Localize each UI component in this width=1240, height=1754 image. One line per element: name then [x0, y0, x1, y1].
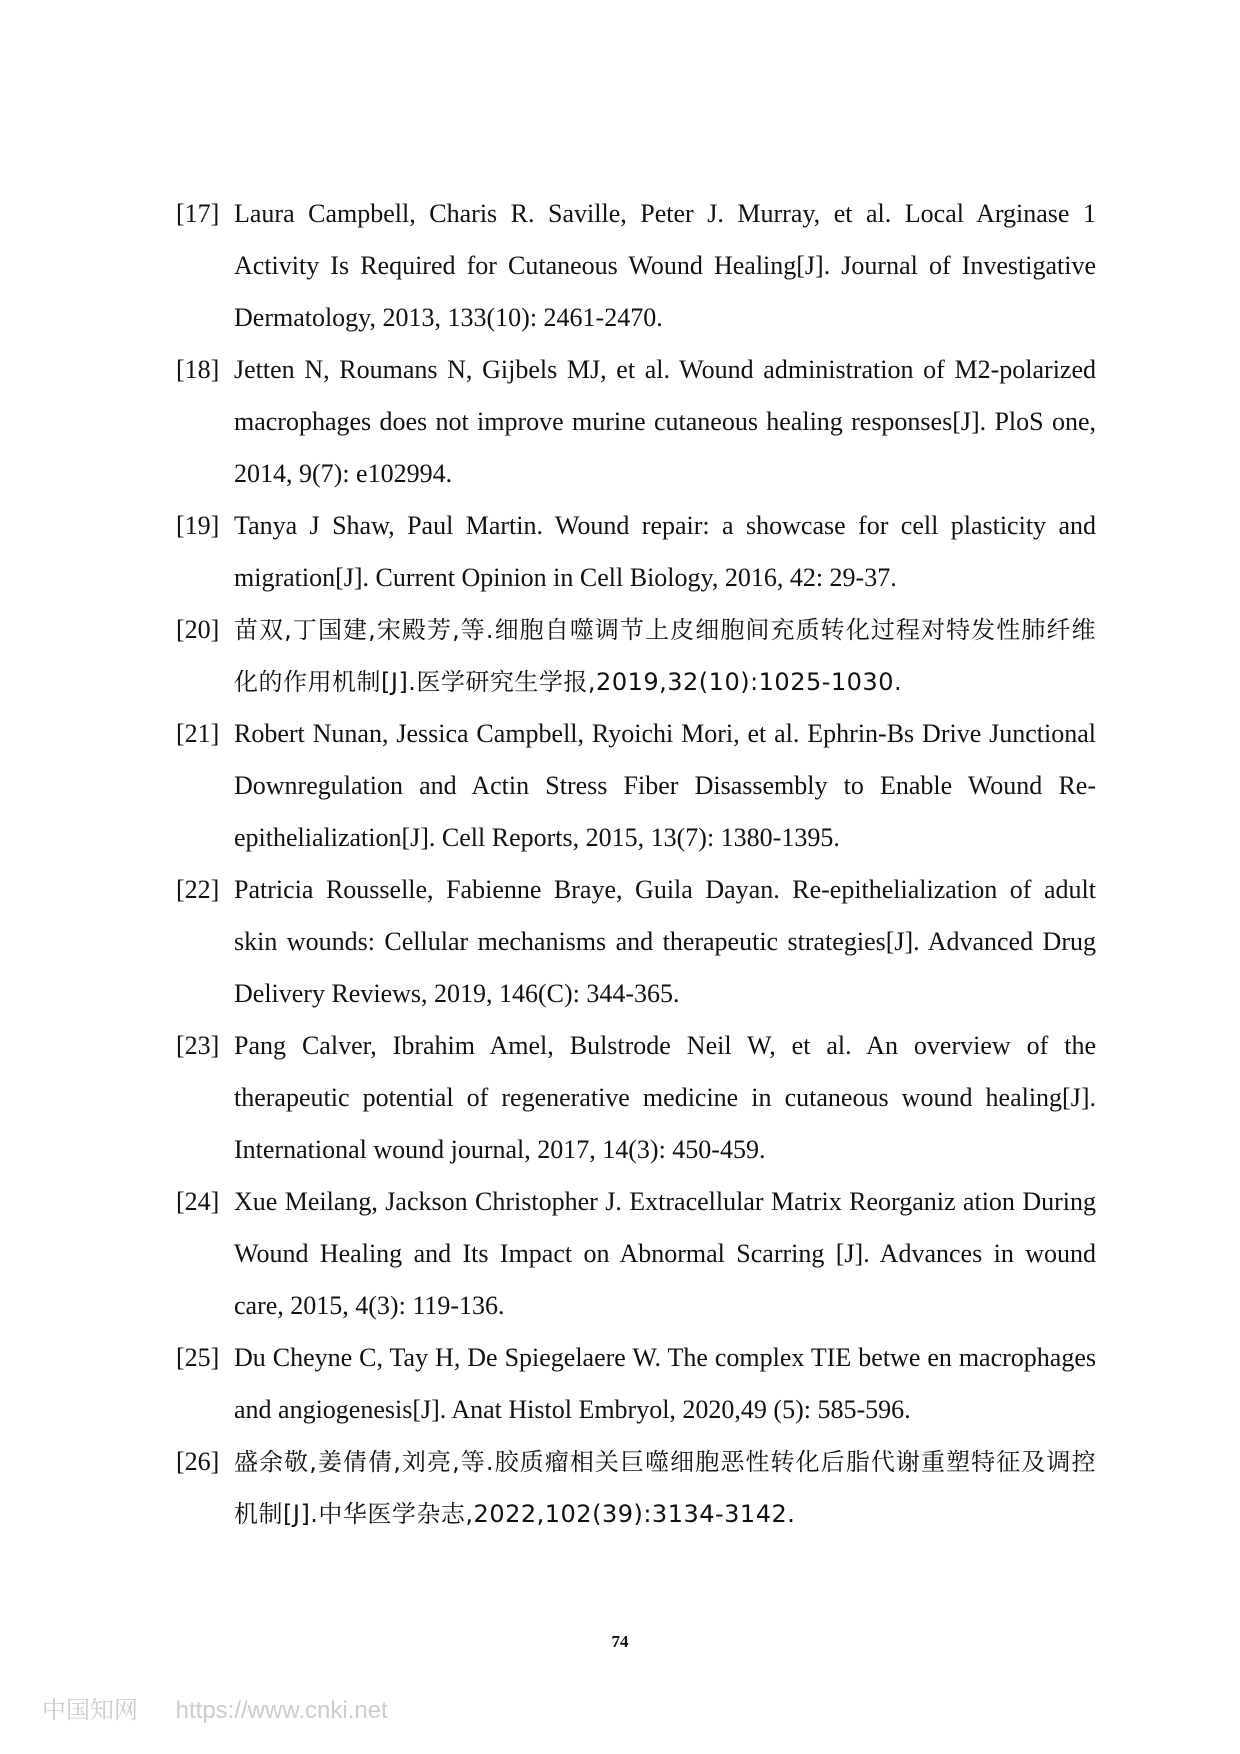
reference-list — [176, 188, 1096, 1540]
reference-text: 盛余敬,姜倩倩,刘亮,等.胶质瘤相关巨噬细胞恶性转化后脂代谢重塑特征及调控机制[J].中华医学杂志,2022,102(39):3134-3142. — [234, 1448, 1096, 1528]
reference-item — [176, 604, 1096, 708]
reference-number: [26] — [176, 1447, 220, 1476]
reference-number: [24] — [176, 1187, 220, 1216]
reference-item — [176, 500, 1096, 604]
cnki-url-text: https://www.cnki.net — [175, 1697, 388, 1724]
reference-item — [176, 708, 1096, 864]
reference-number: [20] — [176, 615, 220, 644]
reference-text: Xue Meilang, Jackson Christopher J. Extracellular Matrix Reorganiz ation During Wound Healing and Its Impact on Abnormal Scarring [J]. Advances in wound care, 2015, 4(3): 119-136. — [234, 1187, 1096, 1320]
reference-item — [176, 864, 1096, 1020]
reference-item — [176, 1436, 1096, 1540]
reference-text: Patricia Rousselle, Fabienne Braye, Guila Dayan. Re-epithelialization of adult skin wounds: Cellular mechanisms and therapeutic strategies[J]. Advanced Drug Delivery Reviews, 2019, 146(C): 344-365. — [234, 875, 1096, 1008]
page-number: 74 — [611, 1632, 629, 1651]
reference-item — [176, 344, 1096, 500]
reference-number: [23] — [176, 1031, 220, 1060]
reference-text: Du Cheyne C, Tay H, De Spiegelaere W. The complex TIE betwe en macrophages and angiogenesis[J]. Anat Histol Embryol, 2020,49 (5): 585-596. — [234, 1343, 1096, 1424]
reference-item — [176, 1176, 1096, 1332]
reference-text: Laura Campbell, Charis R. Saville, Peter J. Murray, et al. Local Arginase 1 Activity Is Required for Cutaneous Wound Healing[J]. Journal of Investigative Dermatology, 2013, 133(10): 2461-2470. — [234, 199, 1096, 332]
reference-number: [25] — [176, 1343, 220, 1372]
reference-item — [176, 188, 1096, 344]
reference-text: Pang Calver, Ibrahim Amel, Bulstrode Neil W, et al. An overview of the therapeutic potential of regenerative medicine in cutaneous wound healing[J]. International wound journal, 2017, 14(3): 450-459. — [234, 1031, 1096, 1164]
reference-item — [176, 1020, 1096, 1176]
reference-text: Tanya J Shaw, Paul Martin. Wound repair: a showcase for cell plasticity and migration[J]. Current Opinion in Cell Biology, 2016, 42: 29-37. — [234, 511, 1096, 592]
cnki-watermark — [42, 1690, 388, 1725]
reference-number: [18] — [176, 355, 220, 384]
reference-number: [17] — [176, 199, 220, 228]
reference-number: [19] — [176, 511, 220, 540]
reference-item — [176, 1332, 1096, 1436]
cnki-logo-text: 中国知网 — [42, 1696, 138, 1724]
reference-text: Robert Nunan, Jessica Campbell, Ryoichi Mori, et al. Ephrin-Bs Drive Junctional Downregulation and Actin Stress Fiber Disassembly to Enable Wound Re-epithelialization[J]. Cell Reports, 2015, 13(7): 1380-1395. — [234, 719, 1096, 852]
reference-text: 苗双,丁国建,宋殿芳,等.细胞自噬调节上皮细胞间充质转化过程对特发性肺纤维化的作用机制[J].医学研究生学报,2019,32(10):1025-1030. — [234, 616, 1096, 696]
reference-text: Jetten N, Roumans N, Gijbels MJ, et al. Wound administration of M2-polarized macrophages does not improve murine cutaneous healing responses[J]. PloS one, 2014, 9(7): e102994. — [234, 355, 1096, 488]
reference-number: [21] — [176, 719, 220, 748]
reference-number: [22] — [176, 875, 220, 904]
